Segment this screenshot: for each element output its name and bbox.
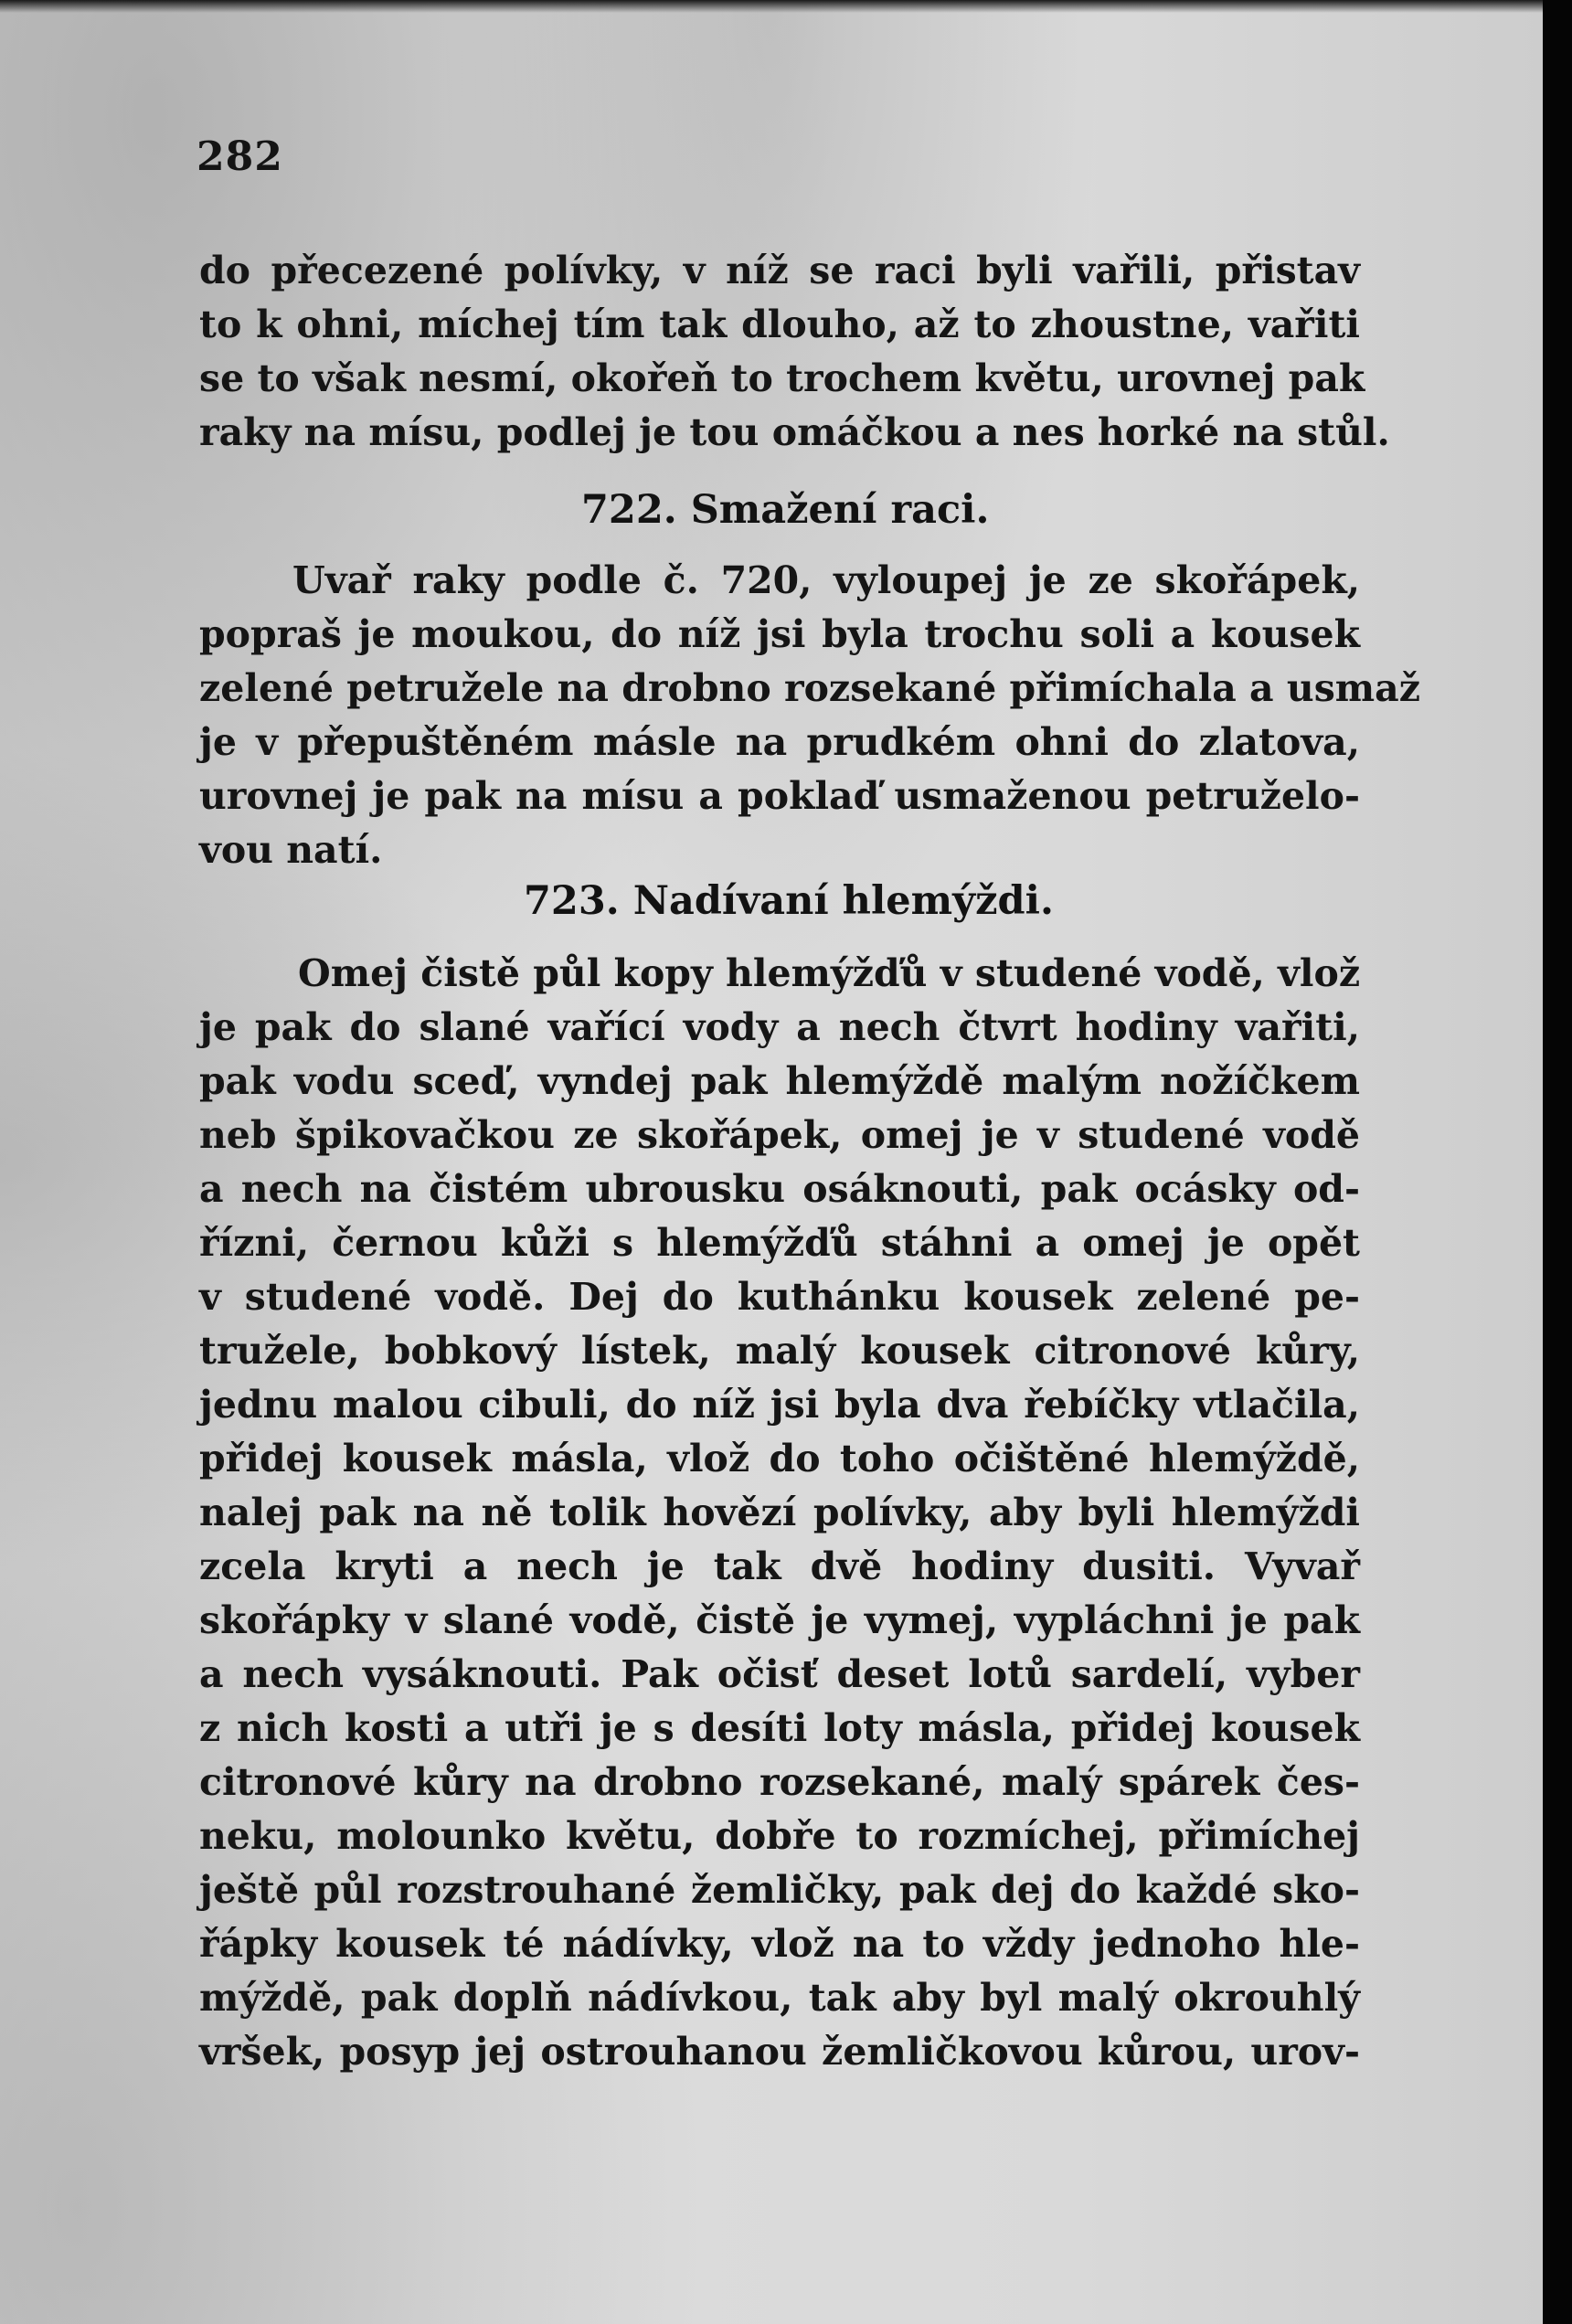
text-line: vou natí. [199, 828, 383, 872]
text-line: se to však nesmí, okořeň to trochem květu, urovnej pak [199, 356, 1365, 400]
text-line: raky na mísu, podlej je tou omáčkou a nes horké na stůl. [199, 410, 1390, 454]
text-line: Omej čistě půl kopy hlemýžďů v studené vodě, vlož [298, 951, 1361, 995]
book-gutter-shadow [1543, 0, 1572, 2324]
text-line: z nich kosti a utři je s desíti loty másla, přidej kousek [199, 1706, 1360, 1750]
text-line: zcela kryti a nech je tak dvě hodiny dusiti. Vyvař [199, 1544, 1360, 1588]
text-line: jednu malou cibuli, do níž jsi byla dva řebíčky vtlačila, [199, 1383, 1360, 1427]
text-line: nalej pak na ně tolik hovězí polívky, aby byli hlemýždi [199, 1491, 1360, 1534]
text-line: ještě půl rozstrouhané žemličky, pak dej do každé sko- [199, 1868, 1360, 1912]
text-line: zelené petružele na drobno rozsekané přimíchala a usmaž [199, 666, 1421, 710]
text-line: řízni, černou kůži s hlemýžďů stáhni a omej je opět [199, 1221, 1360, 1265]
text-line: v studené vodě. Dej do kuthánku kousek zelené pe- [199, 1275, 1360, 1319]
text-line: tružele, bobkový lístek, malý kousek citronové kůry, [199, 1329, 1360, 1373]
text-line: pak vodu sceď, vyndej pak hlemýždě malým nožíčkem [199, 1059, 1360, 1103]
text-line: popraš je moukou, do níž jsi byla trochu soli a kousek [199, 612, 1360, 656]
text-line: do přecezené polívky, v níž se raci byli vařili, přistav [199, 249, 1360, 292]
text-line: vršek, posyp jej ostrouhanou žemličkovou kůrou, urov- [199, 2030, 1360, 2074]
text-line: citronové kůry na drobno rozsekané, malý spárek čes- [199, 1760, 1360, 1804]
text-line: mýždě, pak doplň nádívkou, tak aby byl malý okrouhlý [199, 1976, 1360, 2020]
text-line: Uvař raky podle č. 720, vyloupej je ze skořápek, [292, 558, 1360, 602]
text-line: a nech na čistém ubrousku osáknouti, pak ocásky od- [199, 1167, 1360, 1211]
text-line: skořápky v slané vodě, čistě je vymej, vypláchni je pak [199, 1598, 1360, 1642]
text-line: urovnej je pak na mísu a poklaď usmaženou petruželo- [199, 774, 1360, 818]
text-line: je pak do slané vařící vody a nech čtvrt hodiny vařiti, [199, 1005, 1360, 1049]
text-line: neb špikovačkou ze skořápek, omej je v studené vodě [199, 1113, 1360, 1157]
text-line: řápky kousek té nádívky, vlož na to vždy jednoho hle- [199, 1922, 1360, 1966]
text-line: a nech vysáknouti. Pak očisť deset lotů sardelí, vyber [199, 1652, 1360, 1696]
text-line: to k ohni, míchej tím tak dlouho, až to zhoustne, vařiti [199, 302, 1360, 346]
page-number: 282 [196, 133, 283, 180]
recipe-heading-722: 722. Smažení raci. [581, 487, 990, 533]
text-line: neku, molounko květu, dobře to rozmíchej, přimíchej [199, 1814, 1360, 1858]
recipe-heading-723: 723. Nadívaní hlemýždi. [524, 878, 1054, 924]
text-line: přidej kousek másla, vlož do toho očištěné hlemýždě, [199, 1437, 1360, 1480]
page-top-shadow [0, 0, 1572, 13]
text-line: je v přepuštěném másle na prudkém ohni do zlatova, [199, 720, 1360, 764]
